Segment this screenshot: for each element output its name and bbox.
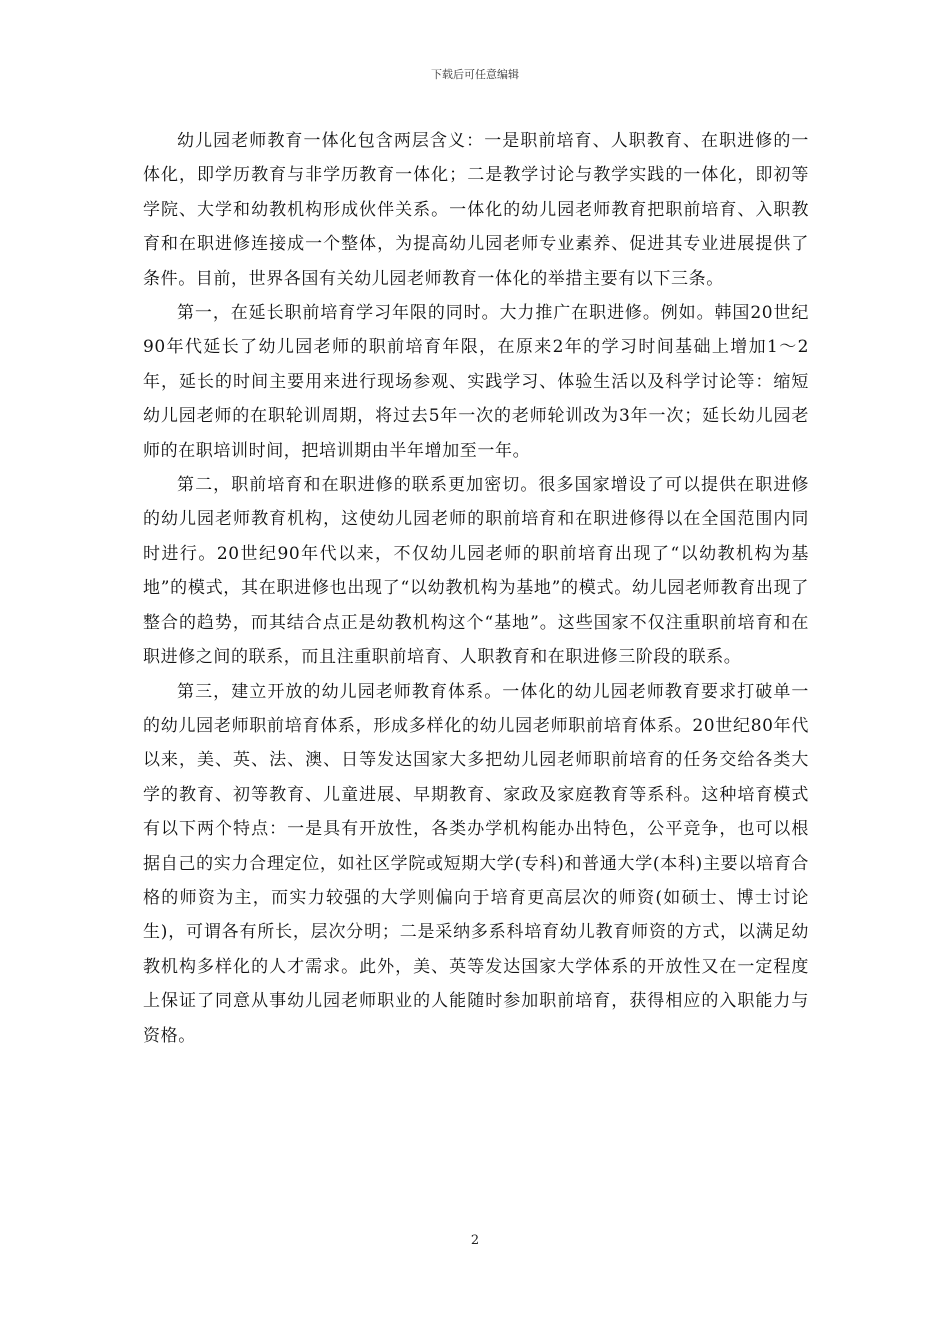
paragraph-second-measure: 第二，职前培育和在职进修的联系更加密切。很多国家增设了可以提供在职进修的幼儿园老师教育机构，这使幼儿园老师的职前培育和在职进修得以在全国范围内同时进行。20世纪90年代以来，不仅幼儿园老师的职前培育出现了“以幼教机构为基地”的模式，其在职进修也出现了“以幼教机构为基地”的模式。幼儿园老师教育出现了整合的趋势，而其结合点正是幼教机构这个“基地”。这些国家不仅注重职前培育和在职进修之间的联系，而且注重职前培育、人职教育和在职进修三阶段的联系。 xyxy=(143,475,809,668)
page-number: 2 xyxy=(470,1233,480,1248)
document-body xyxy=(143,124,809,1053)
paragraph-first-measure: 第一，在延长职前培育学习年限的同时。大力推广在职进修。例如。韩国20世纪90年代延长了幼儿园老师的职前培育年限，在原来2年的学习时间基础上增加1～2年，延长的时间主要用来进行现场参观、实践学习、体验生活以及科学讨论等：缩短幼儿园老师的在职轮训周期，将过去5年一次的老师轮训改为3年一次；延长幼儿园老师的在职培训时间，把培训期由半年增加至一年。 xyxy=(143,303,809,461)
page-header: 下载后可任意编辑 xyxy=(431,68,519,81)
paragraph-intro: 幼儿园老师教育一体化包含两层含义：一是职前培育、人职教育、在职进修的一体化，即学历教育与非学历教育一体化；二是教学讨论与教学实践的一体化，即初等学院、大学和幼教机构形成伙伴关系。一体化的幼儿园老师教育把职前培育、入职教育和在职进修连接成一个整体，为提高幼儿园老师专业素养、促进其专业进展提供了条件。目前，世界各国有关幼儿园老师教育一体化的举措主要有以下三条。 xyxy=(143,131,809,289)
paragraph-third-measure: 第三，建立开放的幼儿园老师教育体系。一体化的幼儿园老师教育要求打破单一的幼儿园老师职前培育体系，形成多样化的幼儿园老师职前培育体系。20世纪80年代以来，美、英、法、澳、日等发达国家大多把幼儿园老师职前培育的任务交给各类大学的教育、初等教育、儿童进展、早期教育、家政及家庭教育等系科。这种培育模式有以下两个特点：一是具有开放性，各类办学机构能办出特色，公平竞争，也可以根据自己的实力合理定位，如社区学院或短期大学(专科)和普通大学(本科)主要以培育合格的师资为主，而实力较强的大学则偏向于培育更高层次的师资(如硕士、博士讨论生)，可谓各有所长，层次分明；二是采纳多系科培育幼儿教育师资的方式，以满足幼教机构多样化的人才需求。此外，美、英等发达国家大学体系的开放性又在一定程度上保证了同意从事幼儿园老师职业的人能随时参加职前培育，获得相应的入职能力与资格。 xyxy=(143,681,809,1046)
